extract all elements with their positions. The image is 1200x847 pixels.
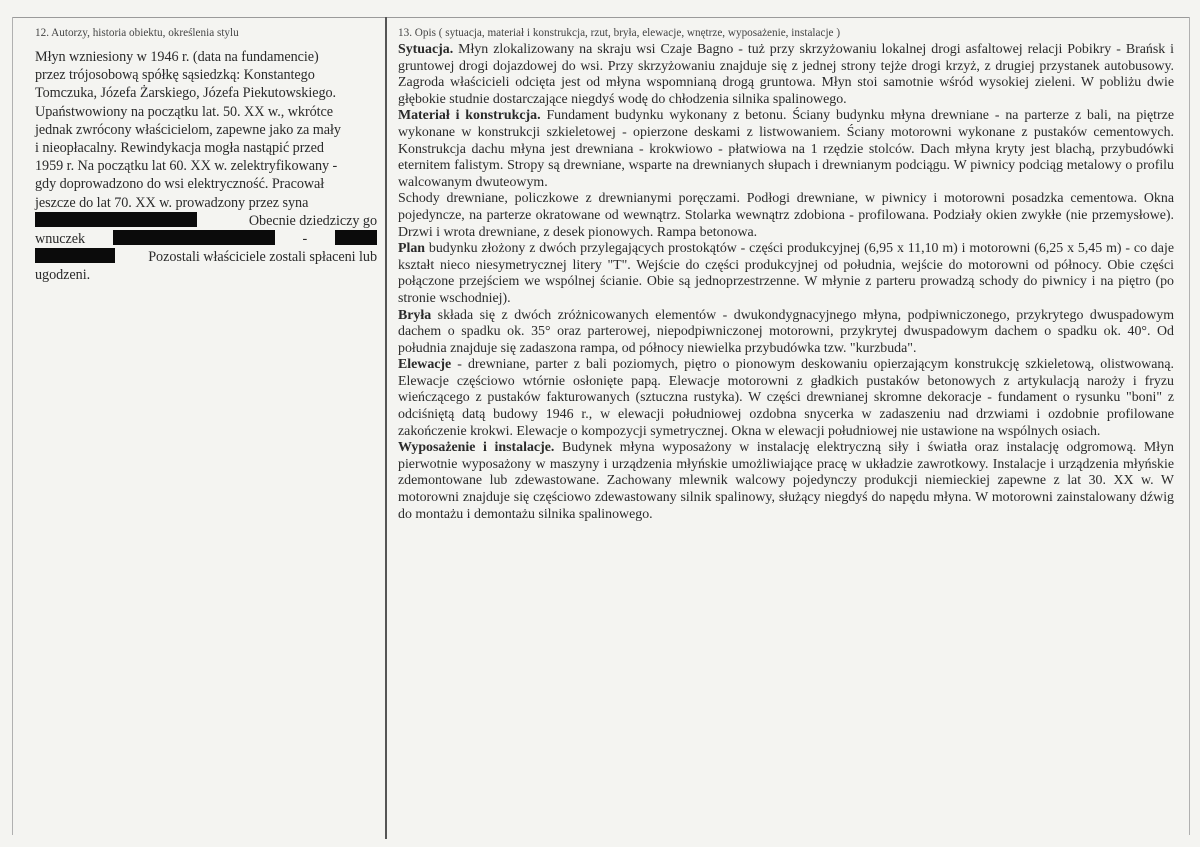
history-heading: 12. Autorzy, historia obiektu, określenia stylu — [35, 27, 239, 39]
history-line — [35, 212, 377, 230]
history-line-text: Obecnie dziedziczy go — [248, 212, 377, 229]
description-paragraph — [398, 241, 1174, 307]
history-line: gdy doprowadzono do wsi elektryczność. Pracował — [35, 176, 325, 193]
history-line: przez trójosobową spółkę sąsiedzką: Konstantego — [35, 67, 315, 84]
history-line: Upaństwowiony na początku lat. 50. XX w., wkrótce — [35, 103, 334, 120]
history-line: ugodzeni. — [35, 267, 91, 284]
history-line: i nieopłacalny. Rewindykacja mogła nastąpić przed — [35, 140, 324, 157]
frame-left-rule — [12, 17, 13, 835]
history-column — [35, 26, 377, 285]
section-label: Plan — [398, 241, 426, 257]
history-line: 1959 r. Na początku lat 60. XX w. zelektryfikowany - — [35, 158, 338, 175]
section-text: Młyn zlokalizowany na skraju wsi Czaje Bagno - tuż przy skrzyżowaniu lokalnej drogi asfaltowej relacji Pobikry - Brańsk i gruntowej drogi dojazdowej do wsi. Przy skrzyżowaniu znajduje się z jednej strony tejże drogi krzyż, z drugiej przystanek autobusowy. Zagroda właścicieli odcięta jest od młyna wspomnianą drogą gruntowa. Młyn stoi samotnie wśród wysokiej zieleni. W pobliżu dwie głębokie studnie dostarczające niegdyś wodę do chłodzenia silnika spalinowego. — [398, 42, 1174, 107]
description-paragraph — [398, 191, 1174, 241]
history-line — [35, 48, 377, 66]
history-line-text: Pozostali właściciele zostali spłaceni lub — [148, 249, 377, 266]
section-label: Elewacje — [398, 357, 452, 373]
section-label: Materiał i konstrukcja. — [398, 108, 541, 124]
section-label: Sytuacja. — [398, 42, 454, 57]
description-paragraph — [398, 42, 1174, 108]
section-text: składa się z dwóch zróżnicowanych elementów - dwukondygnacyjnego młyna, podpiwniczonego, przykrytego dwuspadowym dachem o spadku ok. 35° oraz parterowej, niepodpiwniczonej motorowni, przykrytej dwuspadowym dachem o spadku ok. 40°. Od południa znajduje się zadaszona rampa, od północy niewielka przybudówka tzw. "kurzbuda". — [398, 307, 1174, 356]
history-line-text: wnuczek — [35, 231, 86, 248]
redaction-block — [113, 230, 275, 245]
section-label: Bryła — [398, 307, 432, 323]
section-text: Budynek młyna wyposażony w instalację elektryczną siły i światła oraz instalację odgromową. Młyn pierwotnie wyposażony w maszyny i urządzenia młyńskie umożliwiające pracę w układzie zawrotkowy. Instalacje i urządzenia młyńskie zdemontowane lub zdewastowane. Zachowany mlewnik walcowy pojedynczy produkcji niemieckiej zapewne z lat 30. XX w. W motorowni znajduje się częściowo zdewastowany silnik spalinowy, służący niegdyś do napędu młyna. W motorowni zainstalowany dźwig do montażu i demontażu silnika spalinowego. — [398, 440, 1174, 522]
redaction-block — [35, 248, 115, 263]
history-line — [35, 230, 377, 248]
history-line — [35, 248, 377, 266]
redaction-block — [35, 212, 197, 227]
frame-top-rule — [12, 17, 1190, 18]
description-column — [398, 26, 1174, 523]
frame-right-rule — [1189, 17, 1190, 835]
history-line: jednak zwrócony właścicielom, zapewne jako za mały — [35, 121, 341, 138]
section-text: Fundament budynku wykonany z betonu. Ściany budynku młyna drewniane - na parterze z bali, na piętrze wykonane w konstrukcji szkieletowej - opierzone deskami z listwowaniem. Ściany motorowni wykonane z pustaków cementowych. Konstrukcja dachu młyna jest drewniana - krokwiowo - płatwiowa na 1 rzędzie stolców. Dach młyna kryty jest blachą, przybudówki eternitem falistym. Stropy są drewniane, wsparte na drewnianych słupach i drewnianym podciągu. W piwnicy podciąg metalowy o profilu walcowanym dwuteowym. — [398, 108, 1174, 190]
description-paragraph — [398, 108, 1174, 191]
redaction-block — [335, 230, 377, 245]
description-heading: 13. Opis ( sytuacja, materiał i konstrukcja, rzut, bryła, elewacje, wnętrze, wyposażenie, instalacje ) — [398, 27, 841, 39]
description-paragraph — [398, 440, 1174, 523]
history-text — [35, 48, 377, 285]
section-text: - drewniane, parter z bali poziomych, piętro o pionowym deskowaniu opierzającym konstrukcję szkieletową, olistwowaną. Elewacje częściowo wtórnie osłonięte papą. Elewacje motorowni z gładkich pustaków betonowych z artykulacją naroży i fryzu wieńczącego z pustaków fakturowanych (sztuczna rustyka). W części drewnianej skromne dekoracje - fundament o rysunku "boni" z odciśniętą datą budowy 1946 r., w elewacji południowej ozdobna snycerka w zadaszeniu nad drzwiami i ozdobnie profilowane zakończenie krokwi. Elewacje o kompozycji symetrycznej. Okna w elewacji południowej nie ustawione na wspólnych osiach. — [398, 357, 1174, 439]
history-line: Tomczuka, Józefa Żarskiego, Józefa Piekutowskiego. — [35, 85, 337, 102]
history-line-text: Młyn wzniesiony w 1946 r. (data na fundamencie) — [35, 49, 319, 65]
history-line: jeszcze do lat 70. XX w. prowadzony przez syna — [35, 194, 309, 211]
history-line-text: - — [302, 231, 308, 248]
section-text: budynku złożony z dwóch przylegających prostokątów - części produkcyjnej (6,95 x 11,10 m) i motorowni (6,25 x 5,45 m) - co daje kształt nieco niesymetrycznej litery "T". Wejście do części produkcyjnej od południa, wejście do motorowni od północy. Obie części połączone przejściem we wspólnej ścianie. Obie są jednoprzestrzenne. W młynie z parteru prowadzą schody do piwnicy i na piętro (po stronie wschodniej). — [398, 241, 1174, 306]
section-label: Wyposażenie i instalacje. — [398, 440, 555, 456]
column-divider — [385, 17, 387, 839]
section-text: Schody drewniane, policzkowe z drewnianymi poręczami. Podłogi drewniane, w piwnicy i motorowni posadzka cementowa. Okna pojedyncze, na parterze okratowane od wewnątrz. Stolarka wewnątrz zdobiona - profilowana. Podziały okien zwykłe (nie przemysłowe). Drzwi i wrota drewniane, z desek pionowych. Rampa betonowa. — [398, 191, 1174, 240]
description-paragraph — [398, 308, 1174, 358]
description-paragraph — [398, 357, 1174, 440]
